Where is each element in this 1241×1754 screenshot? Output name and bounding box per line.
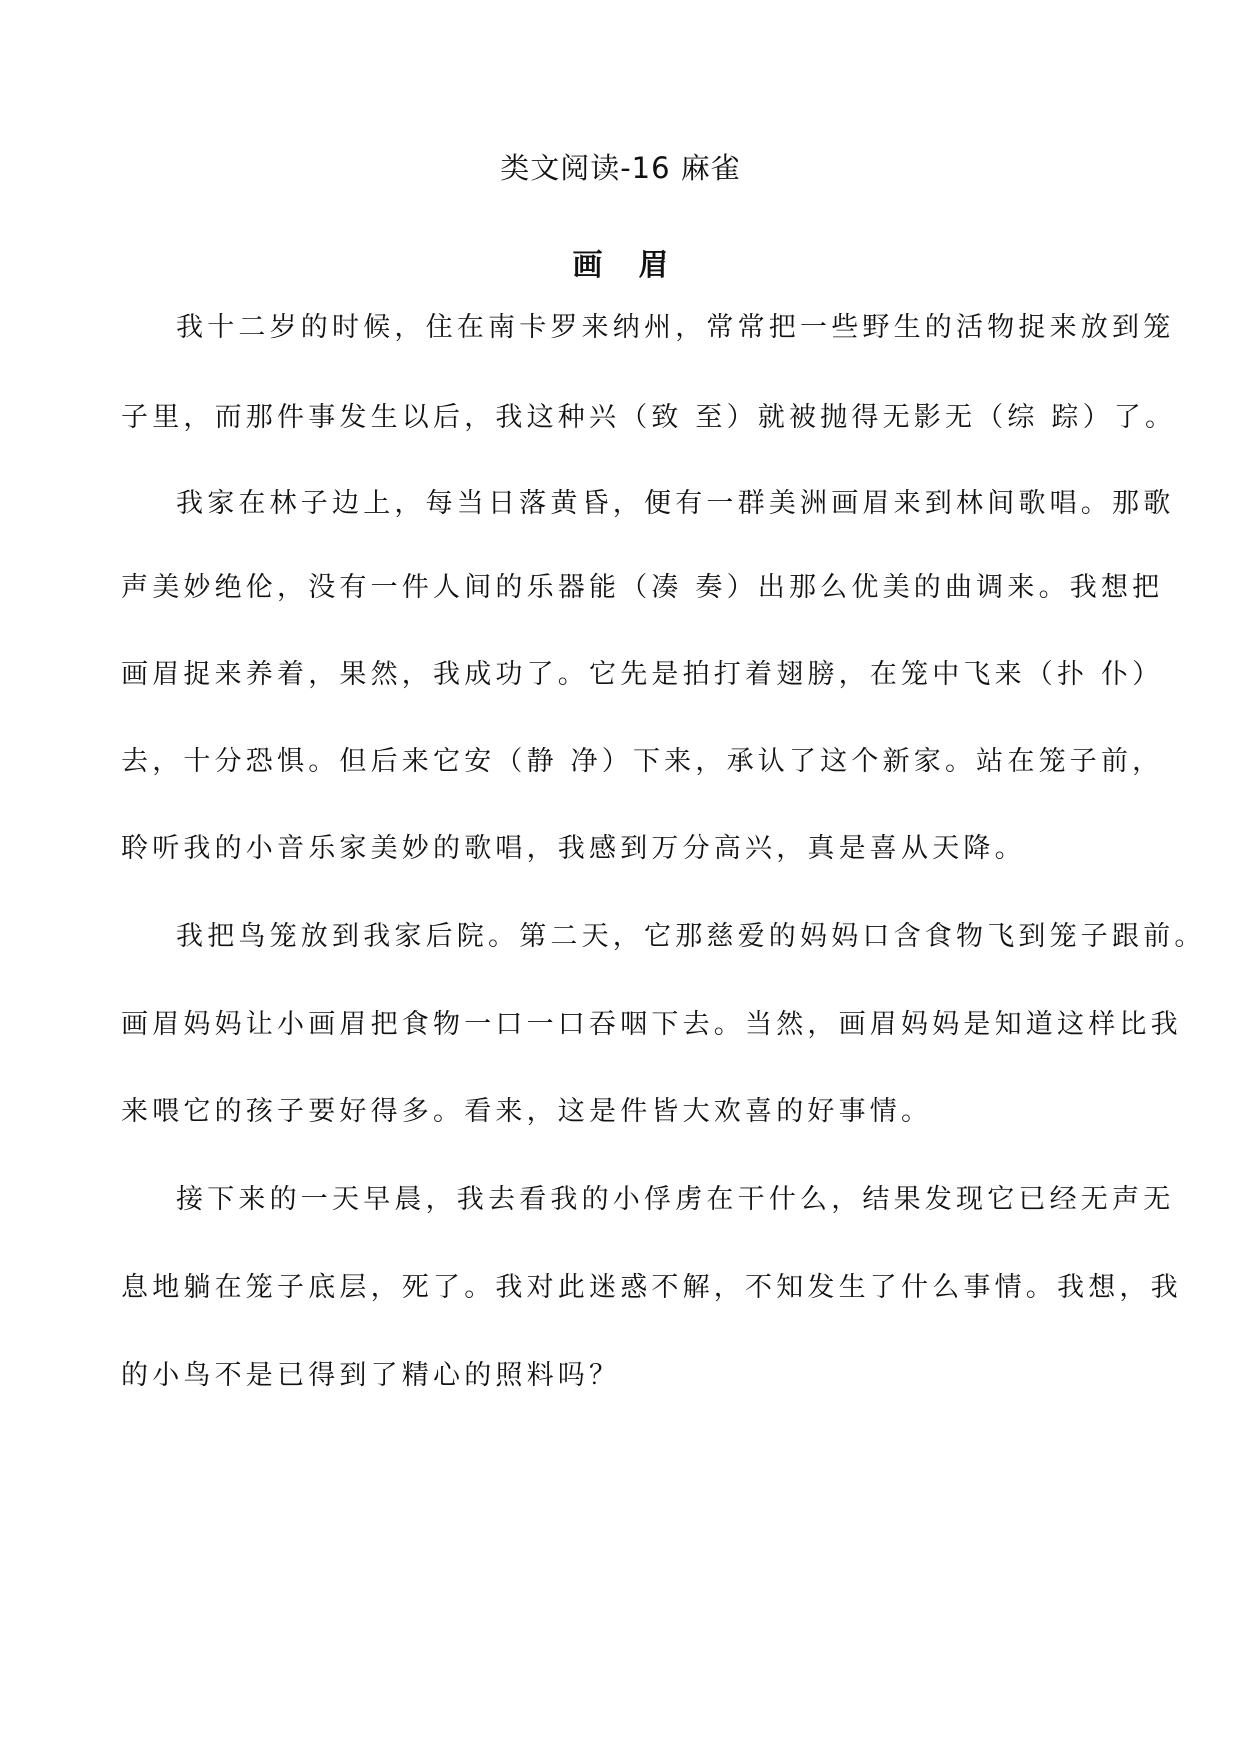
paragraph-2-line-3: 画眉捉来养着，果然，我成功了。它先是拍打着翅膀，在笼中飞来（扑 仆） xyxy=(121,659,1164,690)
paragraph-4-line-3: 的小鸟不是已得到了精心的照料吗？ xyxy=(121,1360,621,1391)
paragraph-1-line-2: 子里，而那件事发生以后，我这种兴（致 至）就被抛得无影无（综 踪）了。 xyxy=(121,402,1177,433)
paragraph-3-line-3: 来喂它的孩子要好得多。看来，这是件皆大欢喜的好事情。 xyxy=(121,1096,933,1127)
paragraph-2-line-2: 声美妙绝伦，没有一件人间的乐器能（凑 奏）出那么优美的曲调来。我想把 xyxy=(121,572,1164,603)
paragraph-3-line-2: 画眉妈妈让小画眉把食物一口一口吞咽下去。当然，画眉妈妈是知道这样比我 xyxy=(121,1009,1182,1040)
document-header-title: 类文阅读-16 麻雀 xyxy=(500,151,741,185)
paragraph-2-line-5: 聆听我的小音乐家美妙的歌唱，我感到万分高兴，真是喜从天降。 xyxy=(121,833,1026,864)
paragraph-4-line-1: 接下来的一天早晨，我去看我的小俘虏在干什么，结果发现它已经无声无 xyxy=(176,1184,1175,1215)
paragraph-2-line-4: 去，十分恐惧。但后来它安（静 净）下来，承认了这个新家。站在笼子前， xyxy=(121,746,1164,777)
essay-title: 画眉 xyxy=(572,248,705,283)
paragraph-2-line-1: 我家在林子边上，每当日落黄昏，便有一群美洲画眉来到林间歌唱。那歌 xyxy=(176,488,1175,519)
paragraph-1-line-1: 我十二岁的时候，住在南卡罗来纳州，常常把一些野生的活物捉来放到笼 xyxy=(176,312,1175,343)
paragraph-3-line-1: 我把鸟笼放到我家后院。第二天，它那慈爱的妈妈口含食物飞到笼子跟前。 xyxy=(176,921,1206,952)
paragraph-4-line-2: 息地躺在笼子底层，死了。我对此迷惑不解，不知发生了什么事情。我想，我 xyxy=(121,1272,1182,1303)
